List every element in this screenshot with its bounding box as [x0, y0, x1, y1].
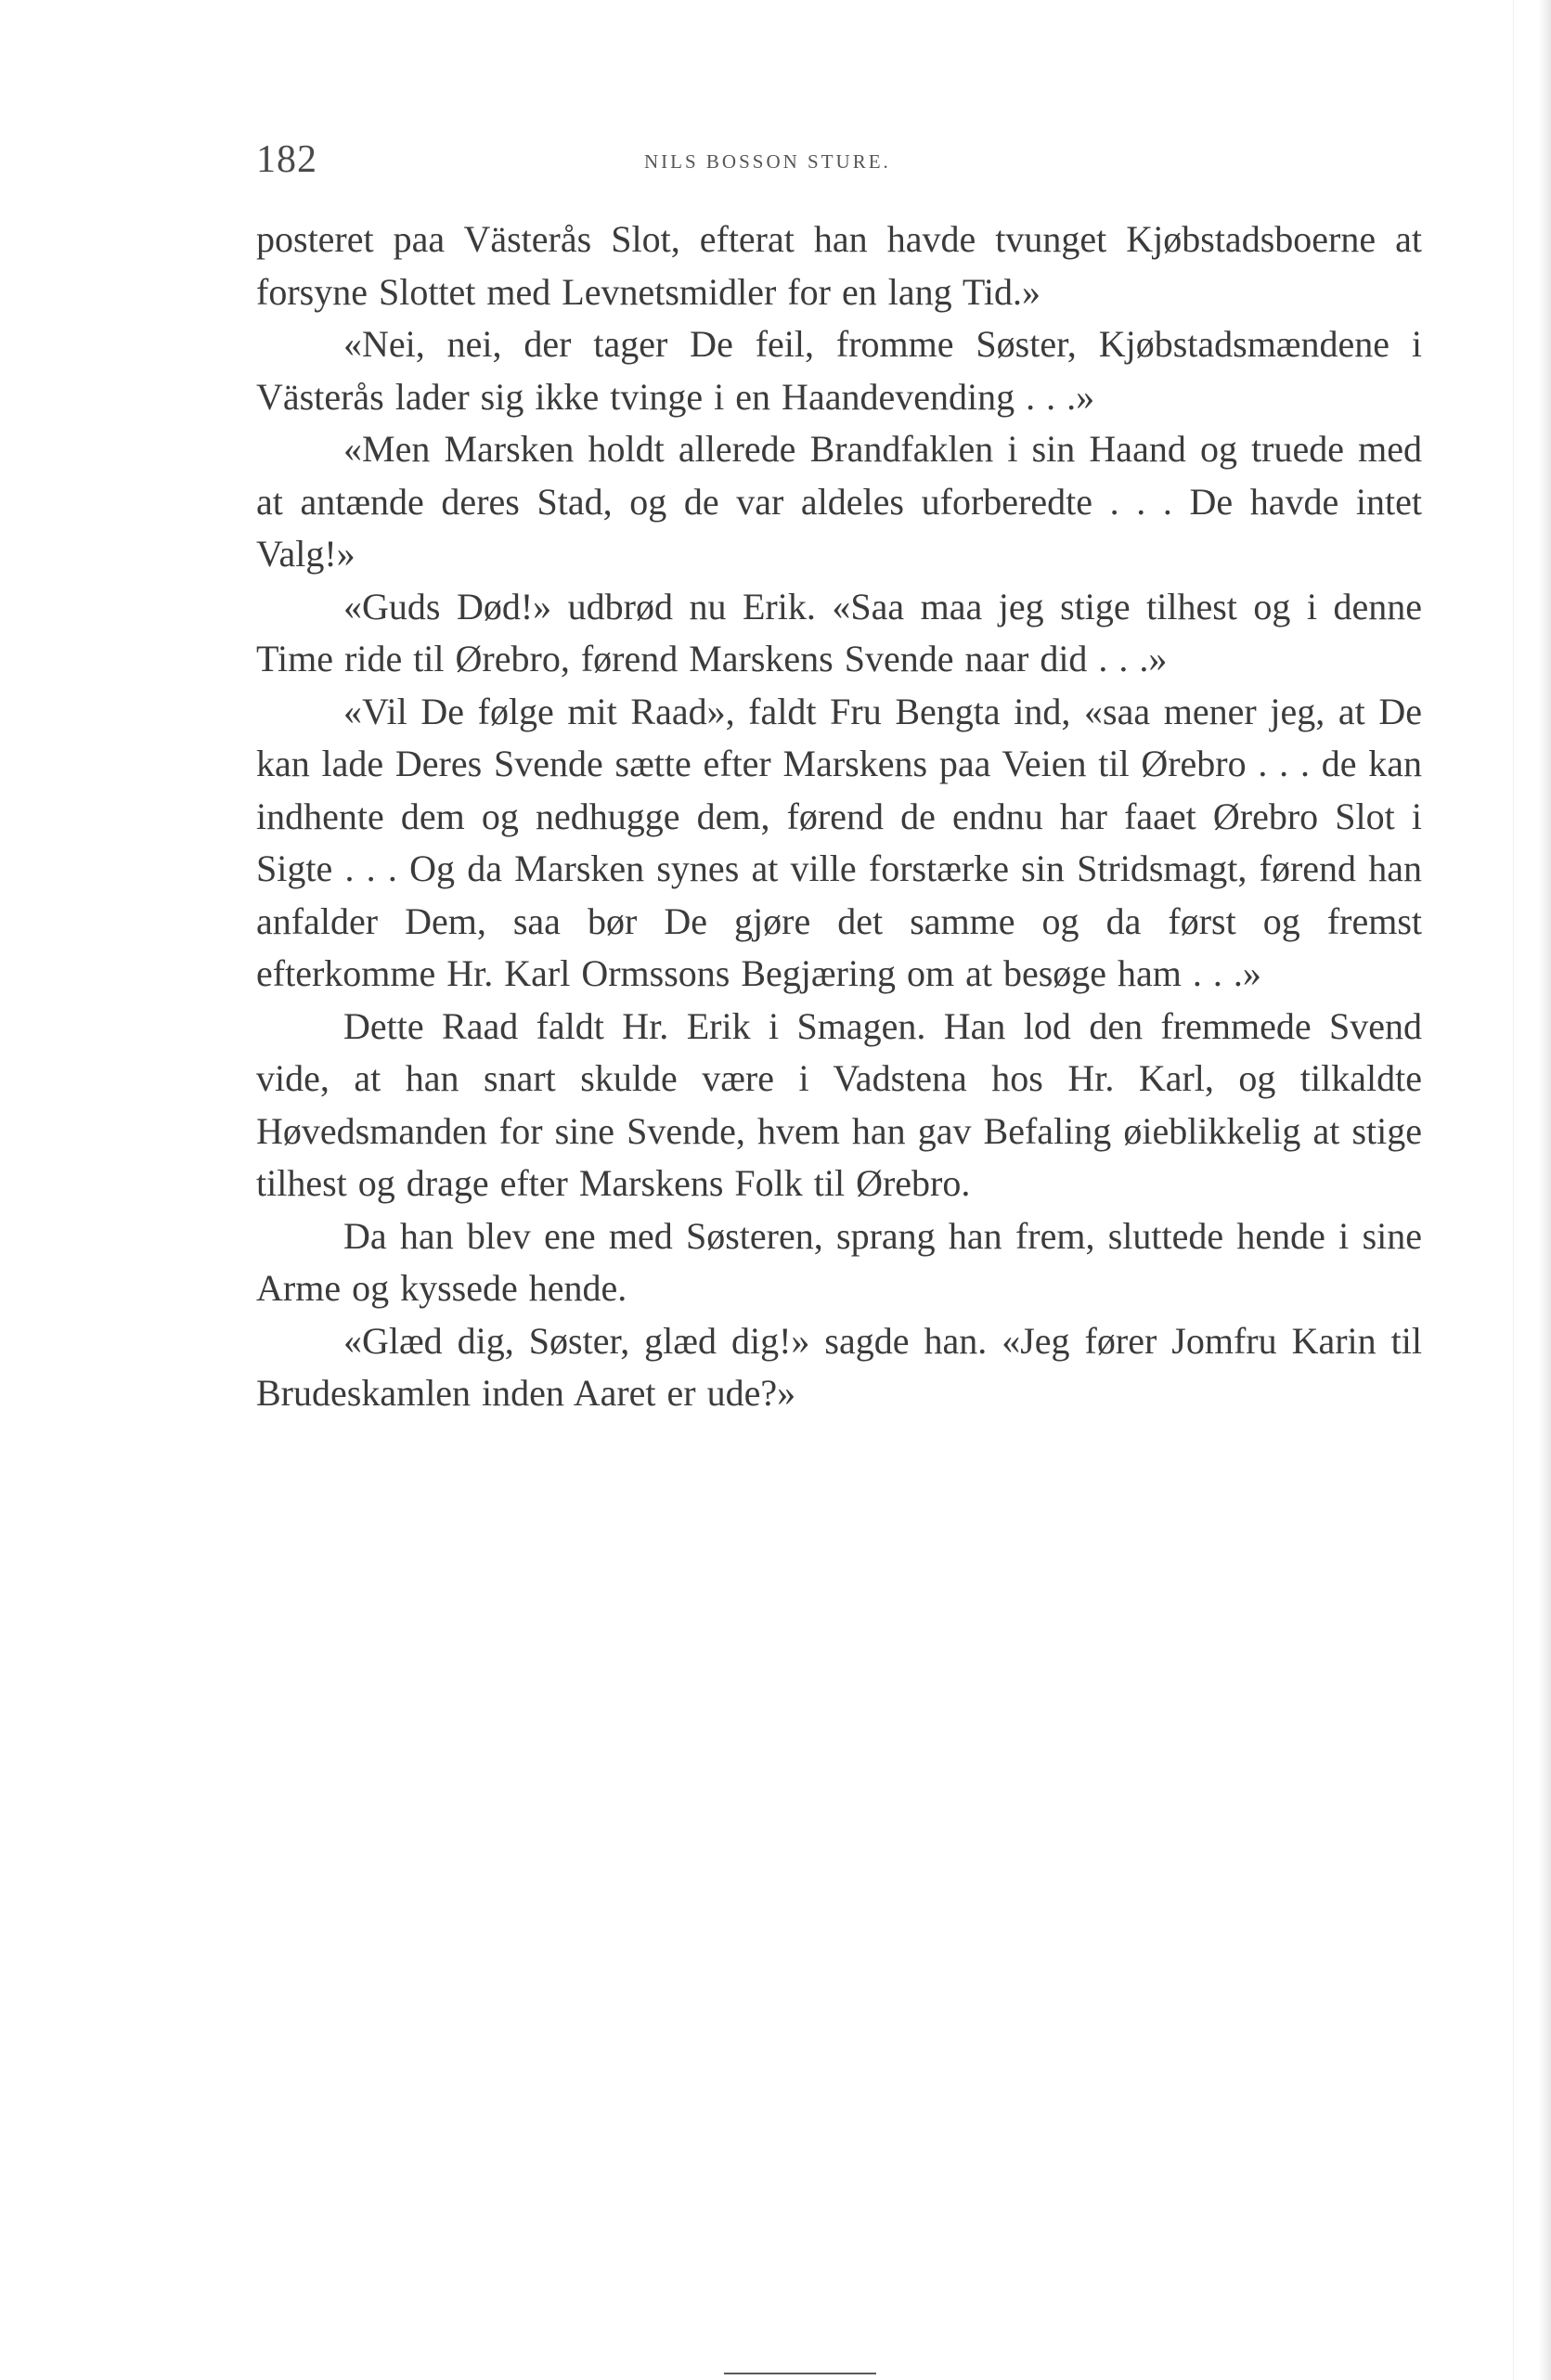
paragraph: «Glæd dig, Søster, glæd dig!» sagde han. «Jeg fører Jomfru Karin til Brudeskamlen inden Aaret er ude?» [256, 1319, 1422, 1414]
body-text [256, 213, 1422, 1420]
paragraph: «Guds Død!» udbrød nu Erik. «Saa maa jeg stige tilhest og i denne Time ride til Ørebro, førend Marskens Svende naar did . . .» [256, 585, 1422, 679]
paragraph: «Vil De følge mit Raad», faldt Fru Bengta ind, «saa mener jeg, at De kan lade Deres Svende sætte efter Marskens paa Veien til Ørebro . . . de kan indhente dem og nedhugge dem, førend de endnu har faaet Ørebro Slot i Sigte . . . Og da Marsken synes at ville forstærke sin Stridsmagt, førend han anfalder Dem, saa bør De gjøre det samme og da først og fremst efterkomme Hr. Karl Ormssons Begjæring om at besøge ham . . .» [256, 690, 1422, 994]
page-edge [1538, 0, 1551, 2380]
paragraph: posteret paa Västerås Slot, efterat han havde tvunget Kjøbstadsboerne at forsyne Slottet med Levnetsmidler for en lang Tid.» [256, 218, 1422, 313]
page-edge-shadow [1513, 0, 1514, 2380]
paragraph: «Nei, nei, der tager De feil, fromme Søster, Kjøbstadsmændene i Västerås lader sig ikke tvinge i en Haandevending . . .» [256, 323, 1422, 418]
paragraph: Dette Raad faldt Hr. Erik i Smagen. Han lod den fremmede Svend vide, at han snart skulde være i Vadstena hos Hr. Karl, og tilkaldte Høvedsmanden for sine Svende, hvem han gav Befaling øieblikkelig at stige tilhest og drage efter Marskens Folk til Ørebro. [256, 1004, 1422, 1204]
running-header [256, 137, 1422, 193]
paragraph: «Men Marsken holdt allerede Brandfaklen i sin Haand og truede med at antænde deres Stad, og de var aldeles uforberedte . . . De havde intet Valg!» [256, 428, 1422, 575]
paragraph: Da han blev ene med Søsteren, sprang han frem, sluttede hende i sine Arme og kyssede hende. [256, 1214, 1422, 1309]
section-end-rule [724, 2373, 876, 2374]
page-number: 182 [256, 138, 317, 181]
running-title: NILS BOSSON STURE. [644, 150, 891, 173]
